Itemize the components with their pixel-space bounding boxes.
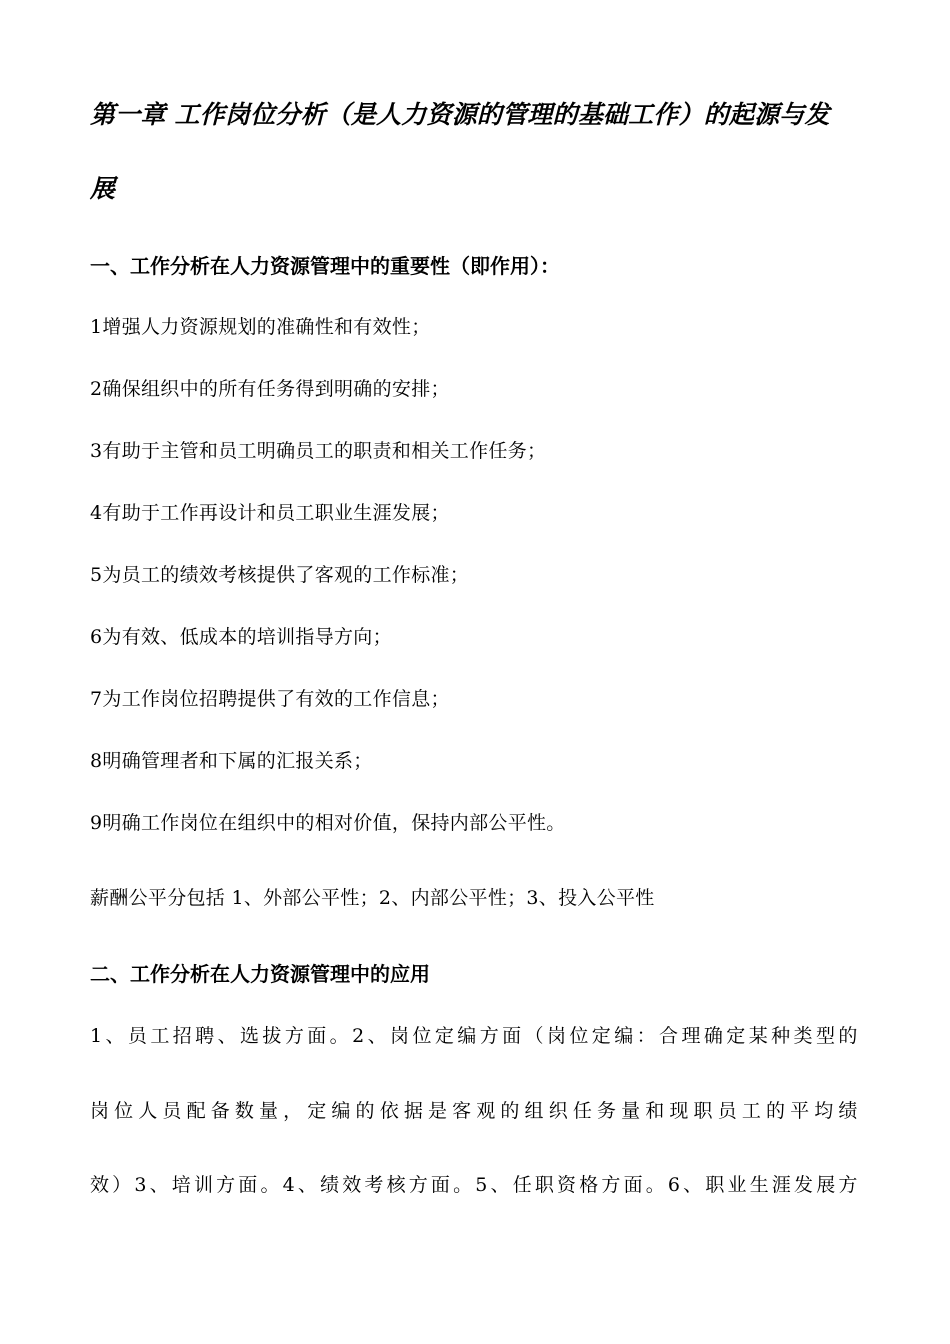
- list-item: 7为工作岗位招聘提供了有效的工作信息；: [90, 688, 450, 710]
- paragraph-line: 岗位人员配备数量，定编的依据是客观的组织任务量和现职员工的平均绩: [90, 1100, 858, 1122]
- list-item: 5为员工的绩效考核提供了客观的工作标准；: [90, 564, 470, 586]
- list-item: 1增强人力资源规划的准确性和有效性；: [90, 316, 431, 338]
- list-item: 8明确管理者和下属的汇报关系；: [90, 750, 373, 772]
- salary-fairness-note: 薪酬公平分包括 1、外部公平性；2、内部公平性；3、投入公平性: [90, 887, 655, 909]
- list-item: 2确保组织中的所有任务得到明确的安排；: [90, 378, 450, 400]
- paragraph-line: 1、员工招聘、选拔方面。2、岗位定编方面（岗位定编：合理确定某种类型的: [90, 1025, 858, 1047]
- list-item: 3有助于主管和员工明确员工的职责和相关工作任务；: [90, 440, 547, 462]
- paragraph-line: 效）3、培训方面。4、绩效考核方面。5、任职资格方面。6、职业生涯发展方: [90, 1174, 858, 1196]
- list-item: 4有助于工作再设计和员工职业生涯发展；: [90, 502, 450, 524]
- chapter-title-line-1: 第一章 工作岗位分析（是人力资源的管理的基础工作）的起源与发: [90, 100, 830, 129]
- list-item: 6为有效、低成本的培训指导方向；: [90, 626, 392, 648]
- section-2-heading: 二、工作分析在人力资源管理中的应用: [90, 962, 430, 986]
- section-1-heading: 一、工作分析在人力资源管理中的重要性（即作用）：: [90, 254, 560, 278]
- list-item: 9明确工作岗位在组织中的相对价值，保持内部公平性。: [90, 812, 566, 834]
- chapter-title-line-2: 展: [90, 174, 116, 203]
